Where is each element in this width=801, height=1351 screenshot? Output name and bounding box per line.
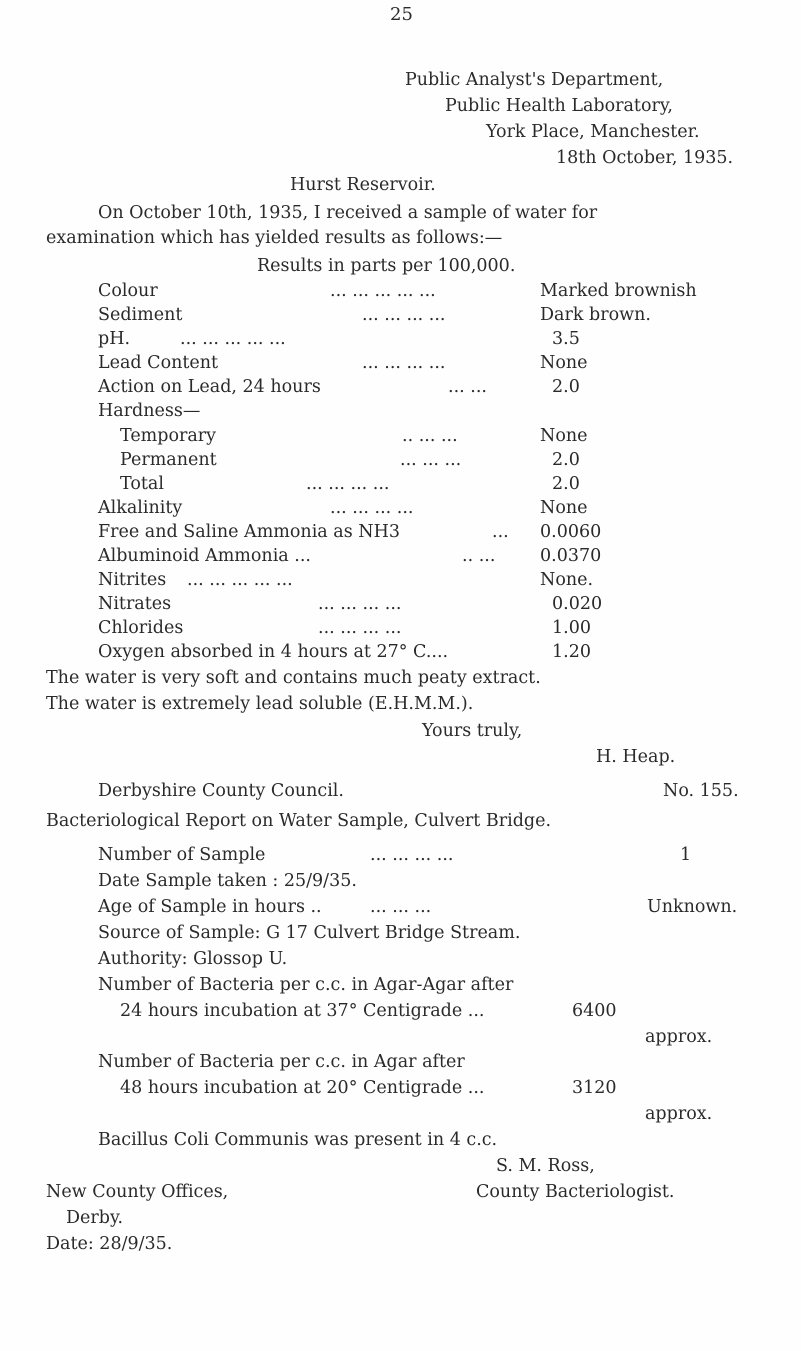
result-value-albuminoid-ammonia: 0.0370 [540, 546, 602, 566]
page-number: 25 [390, 4, 413, 25]
results-heading: Results in parts per 100,000. [257, 256, 516, 276]
result-label-temporary: Temporary [120, 426, 217, 446]
result-dots: .. ... [462, 546, 496, 566]
signatory-title: County Bacteriologist. [476, 1182, 675, 1202]
council-name: Derbyshire County Council. [98, 781, 344, 801]
result-label-alkalinity: Alkalinity [98, 498, 183, 518]
result-value-ph: 3.5 [552, 329, 580, 349]
report-number: No. 155. [663, 781, 739, 801]
signature-heap: H. Heap. [596, 747, 676, 767]
result-dots: ... ... ... ... ... [187, 570, 293, 590]
age-value: Unknown. [647, 897, 738, 917]
result-label-ph: pH. [98, 329, 131, 349]
result-label-nitrites: Nitrites [98, 570, 167, 590]
result-label-nitrates: Nitrates [98, 594, 172, 614]
bacteria-agar-value: 3120 [572, 1078, 617, 1098]
sample-number-label: Number of Sample [98, 845, 266, 865]
result-dots: ... ... ... ... ... [180, 329, 286, 349]
report-title: Bacteriological Report on Water Sample, Culvert Bridge. [46, 811, 552, 831]
result-label-permanent: Permanent [120, 450, 217, 470]
bacillus-coli: Bacillus Coli Communis was present in 4 c.c. [98, 1130, 498, 1150]
authority: Authority: Glossop U. [98, 949, 288, 969]
bacteria-agar-line-1: Number of Bacteria per c.c. in Agar after [98, 1052, 465, 1072]
result-label-total: Total [120, 474, 164, 494]
result-label-lead-content: Lead Content [98, 353, 219, 373]
result-label-free-ammonia: Free and Saline Ammonia as NH3 [98, 522, 400, 542]
result-label-action-on-lead: Action on Lead, 24 hours [98, 377, 321, 397]
address-line-3: York Place, Manchester. [486, 122, 700, 142]
result-dots: ... ... ... ... [362, 353, 446, 373]
bacteria-agar-agar-value: 6400 [572, 1001, 617, 1021]
result-dots: ... ... ... ... [306, 474, 390, 494]
bacteria-agar-agar-line-2: 24 hours incubation at 37° Centigrade ... [120, 1001, 485, 1021]
result-value-temporary: None [540, 426, 588, 446]
result-dots: ... [492, 522, 509, 542]
result-value-colour: Marked brownish [540, 281, 697, 301]
result-value-action-on-lead: 2.0 [552, 377, 580, 397]
address-line-1: Public Analyst's Department, [405, 70, 664, 90]
intro-line-2: examination which has yielded results as follows:— [46, 228, 503, 248]
conclusion-1: The water is very soft and contains much peaty extract. [46, 668, 541, 688]
sample-number-dots: ... ... ... ... [370, 845, 454, 865]
result-dots: ... ... ... ... [318, 594, 402, 614]
result-dots: ... ... ... ... ... [330, 281, 436, 301]
result-label-hardness: Hardness— [98, 401, 201, 421]
sample-number-value: 1 [680, 845, 692, 865]
result-value-chlorides: 1.00 [552, 618, 591, 638]
letter-subject: Hurst Reservoir. [290, 175, 436, 195]
result-value-alkalinity: None [540, 498, 588, 518]
result-label-chlorides: Chlorides [98, 618, 184, 638]
result-value-nitrates: 0.020 [552, 594, 603, 614]
date-taken: Date Sample taken : 25/9/35. [98, 871, 357, 891]
result-dots: ... ... ... ... [318, 618, 402, 638]
age-label: Age of Sample in hours .. [98, 897, 322, 917]
address-date: 18th October, 1935. [556, 148, 734, 168]
bacteria-agar-line-2: 48 hours incubation at 20° Centigrade ... [120, 1078, 485, 1098]
closing: Yours truly, [422, 721, 523, 741]
result-value-permanent: 2.0 [552, 450, 580, 470]
signatory-name: S. M. Ross, [496, 1156, 595, 1176]
bacteria-agar-note: approx. [645, 1104, 713, 1124]
office-line-1: New County Offices, [46, 1182, 229, 1202]
result-dots: ... ... ... ... [362, 305, 446, 325]
result-label-oxygen-absorbed: Oxygen absorbed in 4 hours at 27° C.... [98, 642, 449, 662]
sample-source: Source of Sample: G 17 Culvert Bridge Stream. [98, 923, 521, 943]
intro-line-1: On October 10th, 1935, I received a sample of water for [98, 203, 598, 223]
conclusion-2: The water is extremely lead soluble (E.H.M.M.). [46, 694, 474, 714]
result-dots: ... ... ... [400, 450, 462, 470]
result-value-sediment: Dark brown. [540, 305, 651, 325]
result-label-colour: Colour [98, 281, 158, 301]
age-dots: ... ... ... [370, 897, 432, 917]
bacteria-agar-agar-note: approx. [645, 1027, 713, 1047]
result-value-lead-content: None [540, 353, 588, 373]
result-value-free-ammonia: 0.0060 [540, 522, 602, 542]
result-dots: .. ... ... [402, 426, 458, 446]
result-label-albuminoid-ammonia: Albuminoid Ammonia ... [98, 546, 311, 566]
result-value-nitrites: None. [540, 570, 594, 590]
office-line-2: Derby. [66, 1208, 124, 1228]
result-label-sediment: Sediment [98, 305, 183, 325]
report-date: Date: 28/9/35. [46, 1234, 173, 1254]
result-value-oxygen-absorbed: 1.20 [552, 642, 591, 662]
address-line-2: Public Health Laboratory, [445, 96, 673, 116]
result-value-total: 2.0 [552, 474, 580, 494]
bacteria-agar-agar-line-1: Number of Bacteria per c.c. in Agar-Agar after [98, 975, 514, 995]
result-dots: ... ... ... ... [330, 498, 414, 518]
result-dots: ... ... [448, 377, 487, 397]
